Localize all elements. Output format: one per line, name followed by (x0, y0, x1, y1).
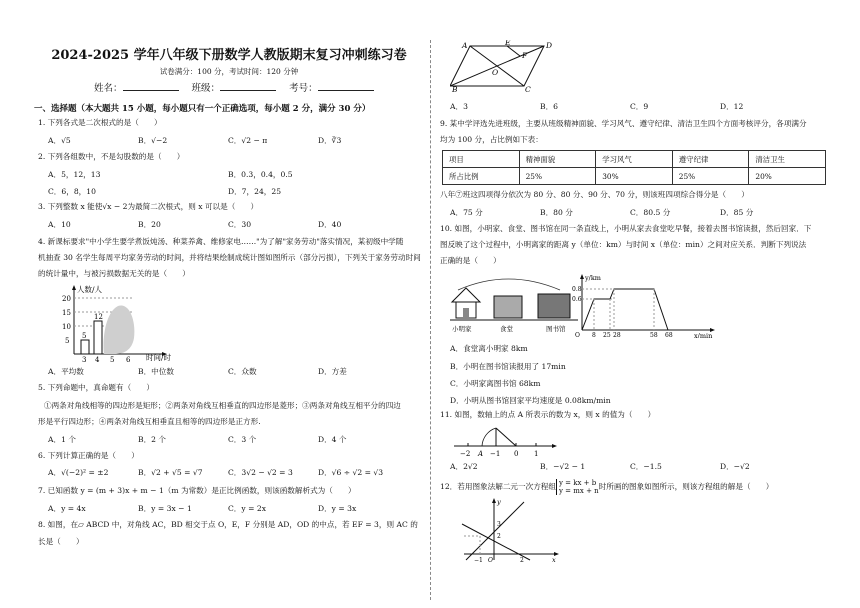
q9-table (442, 150, 826, 185)
q11-label-0: 0 (514, 450, 519, 458)
q8-label-O: O (492, 68, 499, 77)
table-cell: 遵守纪律 (672, 151, 749, 168)
q12-tick-minus1: −1 (474, 557, 483, 562)
q12-eq1: y = kx + b (558, 479, 597, 487)
q11-label-1: 1 (534, 450, 539, 458)
q10-origin: O (575, 332, 580, 338)
q4-x-axis-label: 时间/时 (146, 353, 172, 362)
table-cell: 学习风气 (596, 151, 673, 168)
q3-stem: 3. 下列整数 x 能使√x − 2为最简二次根式，则 x 可以是（ ） (38, 202, 259, 211)
exam-title: 2024-2025 学年八年级下册数学人教版期末复习冲刺练习卷 (51, 48, 407, 63)
q4-line3: 的统计量中，与被污损数据无关的是（ ） (38, 269, 190, 278)
q12-stem (440, 479, 773, 495)
q4-bar-label-12: 12 (94, 313, 103, 321)
name-label: 姓名： (94, 83, 123, 94)
q10-home-label: 小明家 (452, 325, 472, 333)
q4-x-tick-6: 6 (126, 356, 131, 362)
q4-option-a[interactable]: A．平均数 (48, 367, 84, 376)
id-blank[interactable] (318, 81, 374, 91)
q9-option-b[interactable]: B．80 分 (540, 208, 573, 217)
table-cell: 项目 (443, 151, 520, 168)
q8-label-A: A (462, 41, 468, 50)
q9-line1: 9. 某中学评选先进班级，主要从班级精神面貌、学习风气、遵守纪律、清洁卫生四个方面考核评分，各项满分 (440, 119, 807, 128)
library-icon (538, 294, 570, 318)
table-cell: 清洁卫生 (749, 151, 826, 168)
q9-option-d[interactable]: D．85 分 (720, 208, 754, 217)
q1-option-d[interactable]: D．∛3 (318, 136, 342, 145)
q10-x-axis-label: x/min (694, 332, 713, 338)
q12-origin: O (488, 557, 493, 562)
q5-option-b[interactable]: B．2 个 (138, 435, 167, 444)
q9-line2: 均为 100 分，占比例如下表： (440, 135, 543, 144)
q1-option-b[interactable]: B．√−2 (138, 136, 168, 145)
q11-label-minus2: −2 (460, 450, 471, 458)
q5-option-d[interactable]: D．4 个 (318, 435, 347, 444)
q12-equation-system (556, 479, 599, 495)
q8-option-d[interactable]: D．12 (720, 102, 744, 111)
q10-y-axis-label: y/km (585, 274, 601, 282)
table-row (443, 168, 826, 185)
q8-label-B: B (452, 85, 458, 92)
q6-option-b[interactable]: B．√2 + √5 = √7 (138, 468, 203, 477)
q7-stem: 7. 已知函数 y = (m + 3)x + m − 1（m 为常数）是正比例函数，则该函数解析式为（ ） (38, 486, 356, 495)
q10-line3: 正确的是（ ） (440, 256, 501, 265)
class-label: 班级： (191, 83, 221, 94)
q10-y-tick-06: 0.6 (572, 296, 582, 303)
q12-y-label: y (497, 498, 501, 506)
q9-option-a[interactable]: A．75 分 (450, 208, 483, 217)
q4-y-tick-5: 5 (65, 337, 70, 345)
table-cell: 20% (749, 168, 826, 185)
q10-x-tick: 8 (592, 332, 596, 338)
q3-option-d[interactable]: D．40 (318, 220, 342, 229)
q12-tick-x2: 2 (520, 557, 524, 562)
q10-option-b[interactable]: B．小明在图书馆读报用了 17min (450, 362, 566, 371)
q12-graph (460, 496, 560, 562)
q4-y-tick-10: 10 (62, 323, 71, 331)
q8-label-E: E (505, 40, 511, 47)
q4-y-tick-15: 15 (62, 309, 71, 317)
q4-line1: 4. 新课标要求"中小学生要学煮饭炖汤、种菜养禽、维修家电……"为了解"家务劳动"落实情况，某初级中学随 (38, 237, 404, 246)
canteen-icon (494, 296, 522, 318)
q10-x-tick: 68 (665, 332, 673, 338)
q8-label-F: F (522, 51, 528, 60)
q10-option-d[interactable]: D．小明从图书馆回家平均速度是 0.08km/min (450, 396, 611, 405)
table-cell: 精神面貌 (519, 151, 596, 168)
q5-option-a[interactable]: A．1 个 (48, 435, 76, 444)
q12-eq2: y = mx + n (558, 487, 599, 495)
student-info-row (94, 80, 384, 94)
q4-line2: 机抽查 30 名学生每周平均家务劳动的时间，并将结果绘制成统计图如图所示（部分污损），下列关于家务劳动时间 (38, 253, 421, 262)
q3-option-b[interactable]: B．20 (138, 220, 161, 229)
q10-canteen-label: 食堂 (500, 325, 513, 333)
q1-stem: 1. 下列各式是二次根式的是（ ） (38, 118, 162, 127)
q4-x-tick-4: 4 (95, 356, 100, 362)
q10-scene-figure (448, 272, 580, 334)
q8-label-D: D (546, 41, 553, 50)
q12-tick-3: 3 (497, 521, 501, 528)
q10-option-a[interactable]: A．食堂离小明家 8km (450, 344, 528, 353)
q4-option-b[interactable]: B．中位数 (138, 367, 174, 376)
q5-line2: 形是平行四边形；④两条对角线互相垂直且相等的四边形是正方形. (38, 417, 261, 426)
section-heading: 一、选择题（本大题共 15 小题，每小题只有一个正确选项，每小题 2 分，满分 30 分） (34, 104, 371, 114)
q11-option-c[interactable]: C．−1.5 (630, 462, 662, 471)
q6-option-a[interactable]: A．√(−2)² = ±2 (48, 468, 109, 477)
q4-bar-chart (44, 282, 194, 362)
table-cell: 25% (672, 168, 749, 185)
q8-option-a[interactable]: A．3 (450, 102, 468, 111)
q12-stem-a: 12．若用图象法解二元一次方程组 (440, 482, 556, 491)
q10-line1: 10. 如图，小明家、食堂、图书馆在同一条直线上，小明从家去食堂吃早餐，接着去图书馆读报，然后回家．下 (440, 224, 812, 233)
q5-line1: ①两条对角线相等的四边形是矩形；②两条对角线互相垂直的四边形是菱形；③两条对角线互相平分的四边 (44, 401, 401, 410)
q8-parallelogram-figure (450, 40, 560, 92)
q3-option-a[interactable]: A．10 (48, 220, 71, 229)
q8-option-b[interactable]: B．6 (540, 102, 559, 111)
q11-option-d[interactable]: D．−√2 (720, 462, 750, 471)
q10-line2: 图反映了这个过程中，小明离家的距离 y（单位：km）与时间 x（单位：min）之间对应关系．判断下列说法 (440, 240, 807, 249)
table-cell: 30% (596, 168, 673, 185)
q7-option-a[interactable]: A．y = 4x (48, 504, 86, 513)
table-row (443, 151, 826, 168)
q11-label-minus1: −1 (490, 450, 501, 458)
q8-option-c[interactable]: C．9 (630, 102, 649, 111)
q2-option-a[interactable]: A．5，12，13 (48, 170, 101, 179)
q12-tick-2: 2 (497, 533, 501, 540)
q11-option-a[interactable]: A．2√2 (450, 462, 478, 471)
q3-option-c[interactable]: C．30 (228, 220, 252, 229)
q6-stem: 6. 下列计算正确的是（ ） (38, 451, 139, 460)
q9-line3: 八年⑦班这四项得分依次为 80 分、80 分、90 分、70 分，则该班四项综合得分是（ ） (440, 190, 749, 199)
q5-option-c[interactable]: C．3 个 (228, 435, 257, 444)
q2-stem: 2. 下列各组数中，不是勾股数的是（ ） (38, 152, 185, 161)
q4-bar-4 (94, 321, 102, 354)
q9-option-c[interactable]: C．80.5 分 (630, 208, 671, 217)
q7-option-d[interactable]: D．y = 3x (318, 504, 357, 513)
q4-x-tick-3: 3 (82, 356, 87, 362)
q10-library-label: 图书馆 (546, 325, 566, 333)
q11-stem: 11. 如图，数轴上的点 A 所表示的数为 x，则 x 的值为（ ） (440, 410, 656, 419)
q2-option-c[interactable]: C．6，8，10 (48, 187, 96, 196)
q7-option-b[interactable]: B．y = 3x − 1 (138, 504, 192, 513)
q7-option-c[interactable]: C．y = 2x (228, 504, 266, 513)
q2-option-d[interactable]: D．7，24，25 (228, 187, 282, 196)
q8-label-C: C (525, 85, 531, 92)
q1-option-a[interactable]: A．√5 (48, 136, 71, 145)
q12-x-label: x (552, 556, 556, 562)
column-divider (430, 40, 431, 600)
q10-option-c[interactable]: C．小明家离图书馆 68km (450, 379, 541, 388)
q4-stain (104, 305, 135, 354)
q4-x-tick-5: 5 (110, 356, 115, 362)
q10-x-tick: 25 (603, 332, 611, 338)
q10-distance-graph (572, 272, 722, 338)
q4-y-tick-20: 20 (62, 295, 71, 303)
q8-line2: 长是（ ） (38, 537, 84, 546)
table-cell: 25% (519, 168, 596, 185)
q6-option-c[interactable]: C．3√2 − √2 = 3 (228, 468, 293, 477)
id-label: 考号： (289, 83, 318, 94)
q10-distance-line (582, 289, 668, 330)
q11-label-A: A (478, 450, 484, 458)
q4-y-axis-label: 人数/人 (77, 285, 103, 294)
q10-x-tick: 58 (650, 332, 658, 338)
q4-option-d[interactable]: D．方差 (318, 367, 347, 376)
q2-option-b[interactable]: B．0.3，0.4，0.5 (228, 170, 293, 179)
q4-bar-label-5: 5 (82, 332, 87, 340)
exam-subtitle: 试卷满分：100 分，考试时间：120 分钟 (159, 67, 299, 76)
q5-stem: 5. 下列命题中，真命题有（ ） (38, 383, 154, 392)
table-cell: 所占比例 (443, 168, 520, 185)
q12-stem-b: 时所画的图象如图所示，则该方程组的解是（ ） (598, 482, 774, 491)
q11-option-b[interactable]: B．−√2 − 1 (540, 462, 586, 471)
q1-option-c[interactable]: C．√2 − π (228, 136, 268, 145)
q10-y-tick-08: 0.8 (572, 286, 582, 293)
q11-number-line (450, 424, 560, 458)
q8-line1: 8. 如图，在▱ ABCD 中，对角线 AC，BD 相交于点 O，E，F 分别是 AD，OD 的中点，若 EF = 3，则 AC 的 (38, 520, 418, 529)
q4-bar-3 (81, 340, 89, 354)
q4-option-c[interactable]: C．众数 (228, 367, 257, 376)
q10-x-tick: 28 (613, 332, 621, 338)
class-blank[interactable] (220, 81, 276, 91)
name-blank[interactable] (123, 81, 179, 91)
q6-option-d[interactable]: D．√6 ÷ √2 = √3 (318, 468, 384, 477)
